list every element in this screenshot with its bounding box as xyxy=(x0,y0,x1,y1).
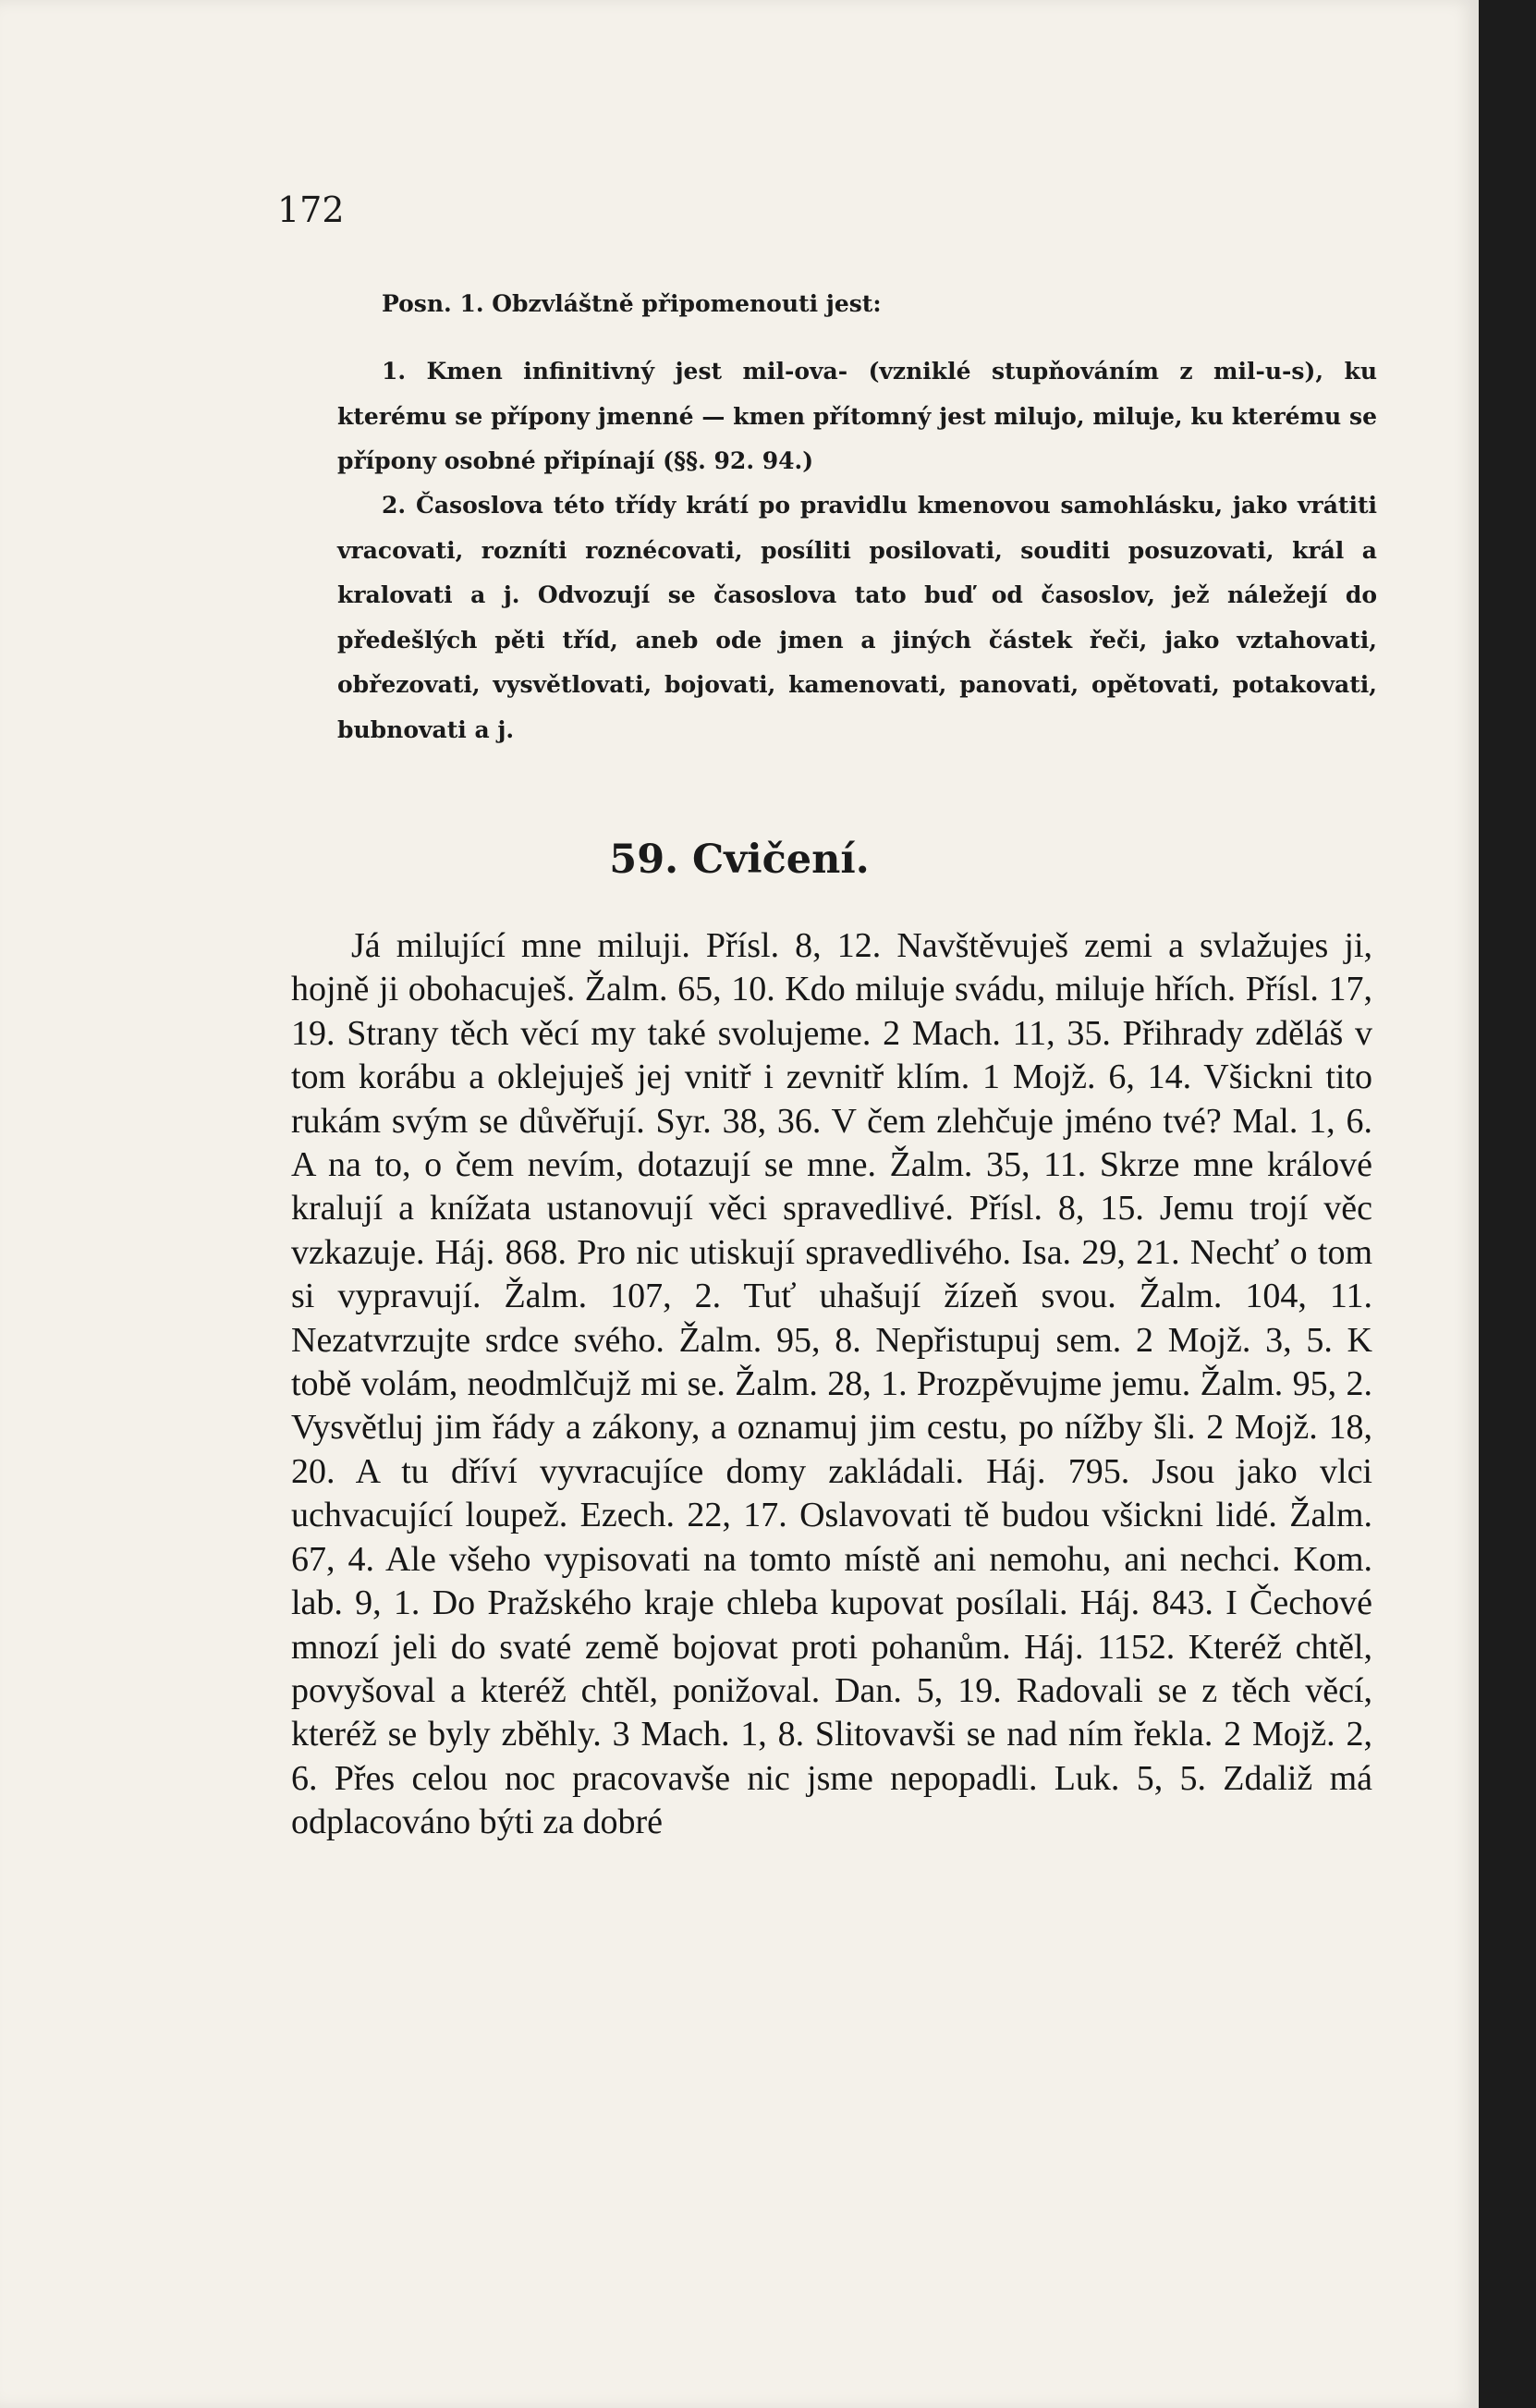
scan-edge xyxy=(1479,0,1536,2408)
note-paragraph-2 xyxy=(337,483,1377,752)
note-paragraph-2-text: 2. Časoslova této třídy krátí po pravidlu kmenovou samohlásku, jako vrátiti vracovati, rozníti roznécovati, posíliti posilovati, souditi posuzovati, král a kralovati a j. Odvozují se časoslova tato buď od časoslov, jež náležejí do předešlých pěti tříd, aneb ode jmen a jiných částek řeči, jako vztahovati, obřezovati, vysvětlovati, bojovati, kamenovati, panovati, opětovati, potakovati, bubnovati a j. xyxy=(337,492,1377,743)
exercise-title: 59. Cvičení. xyxy=(609,837,870,883)
note-paragraph-1 xyxy=(337,349,1377,484)
note-heading: Posn. 1. Obzvláštně připomenouti jest: xyxy=(382,290,882,317)
exercise-body xyxy=(291,924,1372,1845)
note-block xyxy=(337,282,1377,327)
page-number: 172 xyxy=(277,189,345,230)
note-paragraph-1-text: 1. Kmen infinitivný jest mil-ova- (vzniklé stupňováním z mil-u-s), ku kterému se přípony jmenné — kmen přítomný jest milujo, miluje, ku kterému se přípony osobné připínají (§§. 92. 94.) xyxy=(337,358,1377,474)
exercise-text: Já milující mne miluji. Přísl. 8, 12. Navštěvuješ zemi a svlažujes ji, hojně ji obohacuješ. Žalm. 65, 10. Kdo miluje svádu, miluje hřích. Přísl. 17, 19. Strany těch věcí my také svolujeme. 2 Mach. 11, 35. Přihrady zděláš v tom korábu a oklejuješ jej vnitř i zevnitř klím. 1 Mojž. 6, 14. Všickni tito rukám svým se důvěřují. Syr. 38, 36. V čem zlehčuje jméno tvé? Mal. 1, 6. A na to, o čem nevím, dotazují se mne. Žalm. 35, 11. Skrze mne králové kralují a knížata ustanovují věci spravedlivé. Přísl. 8, 15. Jemu trojí věc vzkazuje. Háj. 868. Pro nic utiskují spravedlivého. Isa. 29, 21. Nechť o tom si vypravují. Žalm. 107, 2. Tuť uhašují žízeň svou. Žalm. 104, 11. Nezatvrzujte srdce svého. Žalm. 95, 8. Nepřistupuj sem. 2 Mojž. 3, 5. K tobě volám, neodmlčujž mi se. Žalm. 28, 1. Prozpěvujme jemu. Žalm. 95, 2. Vysvětluj jim řády a zákony, a oznamuj jim cestu, po nížby šli. 2 Mojž. 18, 20. A tu dříví vyvracujíce domy zakládali. Háj. 795. Jsou jako vlci uchvacující loupež. Ezech. 22, 17. Oslavovati tě budou všickni lidé. Žalm. 67, 4. Ale všeho vypisovati na tomto místě ani nemohu, ani nechci. Kom. lab. 9, 1. Do Pražského kraje chleba kupovat posílali. Háj. 843. I Čechové mnozí jeli do svaté země bojovat proti pohanům. Háj. 1152. Kteréž chtěl, povyšoval a kteréž chtěl, ponižoval. Dan. 5, 19. Radovali se z těch věcí, kteréž se byly zběhly. 3 Mach. 1, 8. Slitovavši se nad ním řekla. 2 Mojž. 2, 6. Přes celou noc pracovavše nic jsme nepopadli. Luk. 5, 5. Zdaliž má odplacováno býti za dobré xyxy=(291,926,1372,1842)
